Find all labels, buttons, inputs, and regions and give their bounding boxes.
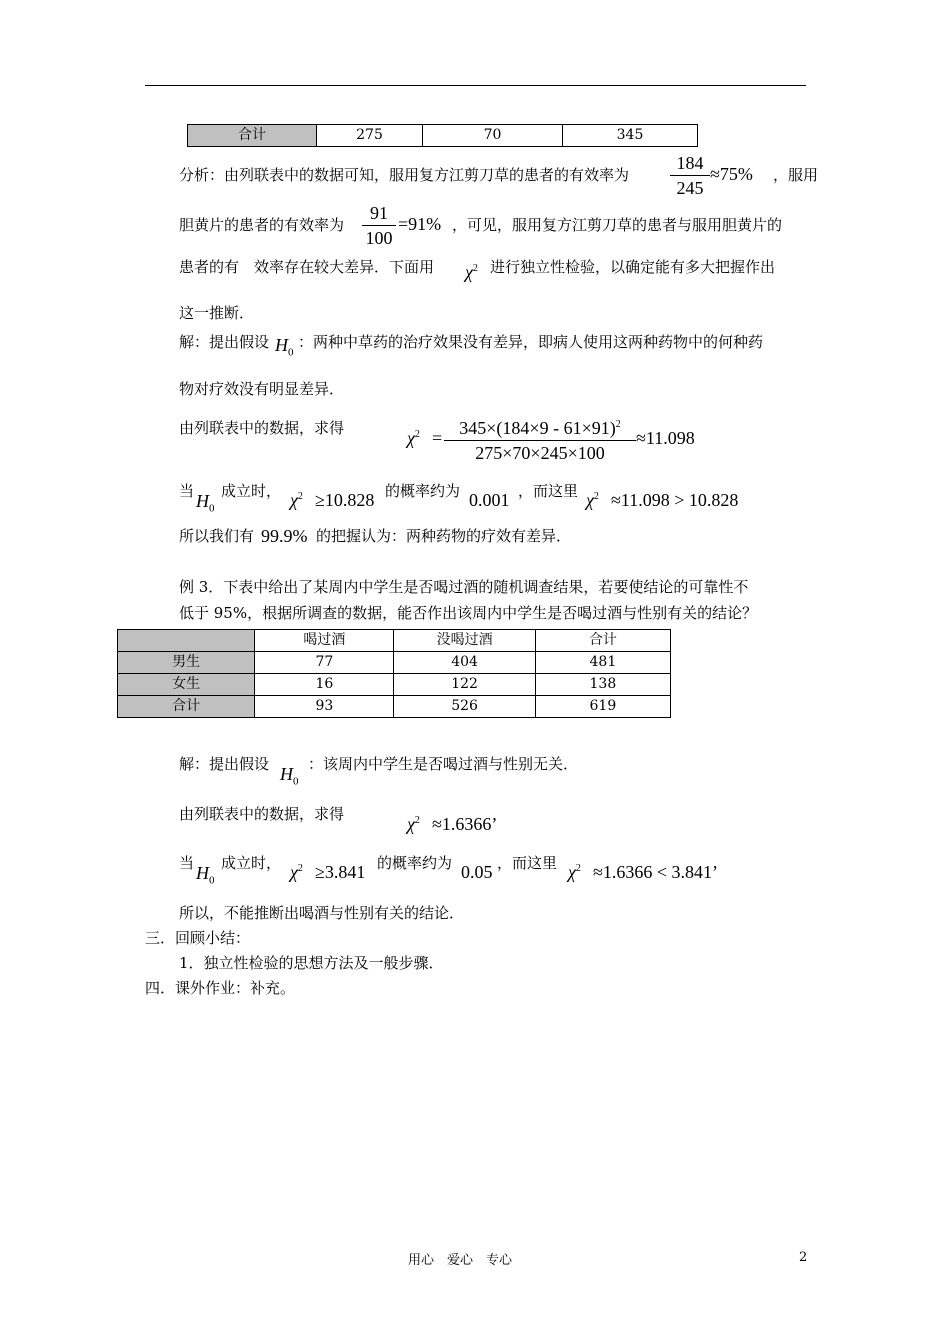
math-expression: ≈11.098 > 10.828 bbox=[611, 490, 739, 510]
solution-text: 所以我们有 bbox=[179, 527, 255, 545]
solution-text: 由列联表中的数据，求得 bbox=[179, 419, 345, 437]
chi-square-symbol: $\chi^2$ bbox=[465, 262, 478, 282]
math-expression: ≈1.6366 < 3.841’ bbox=[593, 862, 719, 882]
solution-text: 成立时， bbox=[221, 482, 282, 500]
table-cell: 合计 bbox=[118, 696, 255, 718]
h0-symbol: $H_0$ bbox=[280, 764, 299, 788]
solution-text: 物对疗效没有明显差异． bbox=[179, 380, 345, 398]
fraction-bar bbox=[444, 440, 636, 441]
solution-text: ：该周内中学生是否喝过酒与性别无关． bbox=[308, 755, 579, 773]
math-expression: 0.05 bbox=[461, 862, 493, 882]
chi-square-symbol: $\chi^2$ bbox=[290, 490, 303, 510]
table-cell: 16 bbox=[255, 674, 394, 696]
solution-text: ：两种中草药的治疗效果没有差异，即病人使用这两种药物中的何种药 bbox=[298, 333, 764, 351]
table-header-cell bbox=[118, 630, 255, 652]
table-header-row bbox=[118, 630, 671, 652]
table-cell: 77 bbox=[255, 652, 394, 674]
solution-text: 的概率约为 bbox=[377, 854, 453, 872]
page-number: 2 bbox=[799, 1250, 808, 1265]
fraction-184-245 bbox=[670, 152, 710, 199]
header-rule bbox=[145, 85, 806, 86]
table-cell: 404 bbox=[394, 652, 535, 674]
table-row bbox=[118, 696, 671, 718]
math-expression: ≥3.841 bbox=[315, 862, 366, 882]
example-text: 例 3．下表中给出了某周内中学生是否喝过酒的随机调查结果，若要使结论的可靠性不 bbox=[179, 578, 749, 596]
table-contingency-1 bbox=[187, 124, 698, 147]
section-heading: 三．回顾小结： bbox=[145, 929, 251, 947]
section-heading: 四．课外作业：补充。 bbox=[145, 979, 296, 997]
analysis-text: 进行独立性检验，以确定能有多大把握作出 bbox=[490, 258, 776, 276]
chi-square-symbol: $\chi^2$ bbox=[568, 862, 581, 882]
analysis-text: 患者的有 效率存在较大差异．下面用 bbox=[179, 258, 435, 276]
fraction-numerator: 91 bbox=[370, 203, 388, 223]
math-expression: ≥10.828 bbox=[315, 490, 375, 510]
fraction-denominator: 245 bbox=[676, 178, 704, 198]
chi-square-symbol: $\chi^2$ bbox=[407, 428, 420, 448]
solution-text: 解：提出假设 bbox=[179, 755, 270, 773]
table-cell: 122 bbox=[394, 674, 535, 696]
fraction-numerator: 184 bbox=[676, 153, 704, 173]
chi-square-symbol: $\chi^2$ bbox=[407, 814, 420, 834]
table-cell: 619 bbox=[535, 696, 670, 718]
math-expression: 99.9% bbox=[261, 526, 308, 546]
math-expression: ≈1.6366’ bbox=[432, 814, 498, 834]
h0-symbol: $H_0$ bbox=[275, 335, 294, 359]
example-text: 低于 95%，根据所调查的数据，能否作出该周内中学生是否喝过酒与性别有关的结论？ bbox=[179, 604, 758, 622]
summary-item: 1．独立性检验的思想方法及一般步骤． bbox=[179, 954, 444, 972]
table-cell: 345 bbox=[563, 125, 698, 147]
table-cell: 70 bbox=[423, 125, 563, 147]
fraction-bar bbox=[670, 175, 710, 176]
table-header-cell: 合计 bbox=[535, 630, 670, 652]
fraction-91-100 bbox=[362, 202, 396, 249]
table-cell: 男生 bbox=[118, 652, 255, 674]
table-cell: 526 bbox=[394, 696, 535, 718]
math-expression: =91% bbox=[398, 214, 442, 234]
solution-text: 当 bbox=[179, 854, 195, 872]
solution-text: 由列联表中的数据，求得 bbox=[179, 805, 345, 823]
table-cell: 女生 bbox=[118, 674, 255, 696]
chi-square-symbol: $\chi^2$ bbox=[290, 862, 303, 882]
footer-motto: 用心 爱心 专心 bbox=[408, 1253, 513, 1268]
solution-text: ，而这里 bbox=[518, 482, 579, 500]
solution-text: 当 bbox=[179, 482, 195, 500]
table-contingency-2 bbox=[117, 629, 671, 718]
math-expression: 0.001 bbox=[469, 490, 510, 510]
solution-text: 成立时， bbox=[221, 854, 282, 872]
table-header-cell: 喝过酒 bbox=[255, 630, 394, 652]
fraction-bar bbox=[362, 225, 396, 226]
solution-text: 所以，不能推断出喝酒与性别有关的结论． bbox=[179, 904, 465, 922]
formula-result: ≈11.098 bbox=[636, 428, 695, 448]
chi-square-fraction bbox=[444, 414, 636, 464]
table-header-cell: 没喝过酒 bbox=[394, 630, 535, 652]
analysis-text: ，可见，服用复方江剪刀草的患者与服用胆黄片的 bbox=[452, 216, 783, 234]
table-row bbox=[188, 125, 698, 147]
math-expression: ≈75% bbox=[710, 164, 753, 184]
table-row bbox=[118, 652, 671, 674]
table-row bbox=[118, 674, 671, 696]
analysis-text: 这一推断． bbox=[179, 304, 255, 322]
h0-symbol: $H_0$ bbox=[196, 863, 215, 887]
table-cell: 275 bbox=[317, 125, 423, 147]
analysis-text: 胆黄片的患者的有效率为 bbox=[179, 216, 345, 234]
fraction-denominator: 275×70×245×100 bbox=[475, 443, 605, 463]
fraction-denominator: 100 bbox=[365, 228, 393, 248]
table-cell: 138 bbox=[535, 674, 670, 696]
analysis-text: ，服用 bbox=[773, 166, 819, 184]
chi-square-symbol: $\chi^2$ bbox=[586, 490, 599, 510]
equals-sign: = bbox=[432, 428, 443, 448]
analysis-text: 分析：由列联表中的数据可知，服用复方江剪刀草的患者的有效率为 bbox=[179, 166, 630, 184]
solution-text: 的概率约为 bbox=[385, 482, 461, 500]
solution-text: ，而这里 bbox=[497, 854, 558, 872]
table-cell: 合计 bbox=[188, 125, 317, 147]
solution-text: 解：提出假设 bbox=[179, 333, 270, 351]
table-cell: 93 bbox=[255, 696, 394, 718]
h0-symbol: $H_0$ bbox=[196, 491, 215, 515]
solution-text: 的把握认为：两种药物的疗效有差异． bbox=[316, 527, 572, 545]
table-cell: 481 bbox=[535, 652, 670, 674]
fraction-numerator: $345\times(184\times 9 - 61\times 91)^2$ bbox=[459, 418, 621, 438]
